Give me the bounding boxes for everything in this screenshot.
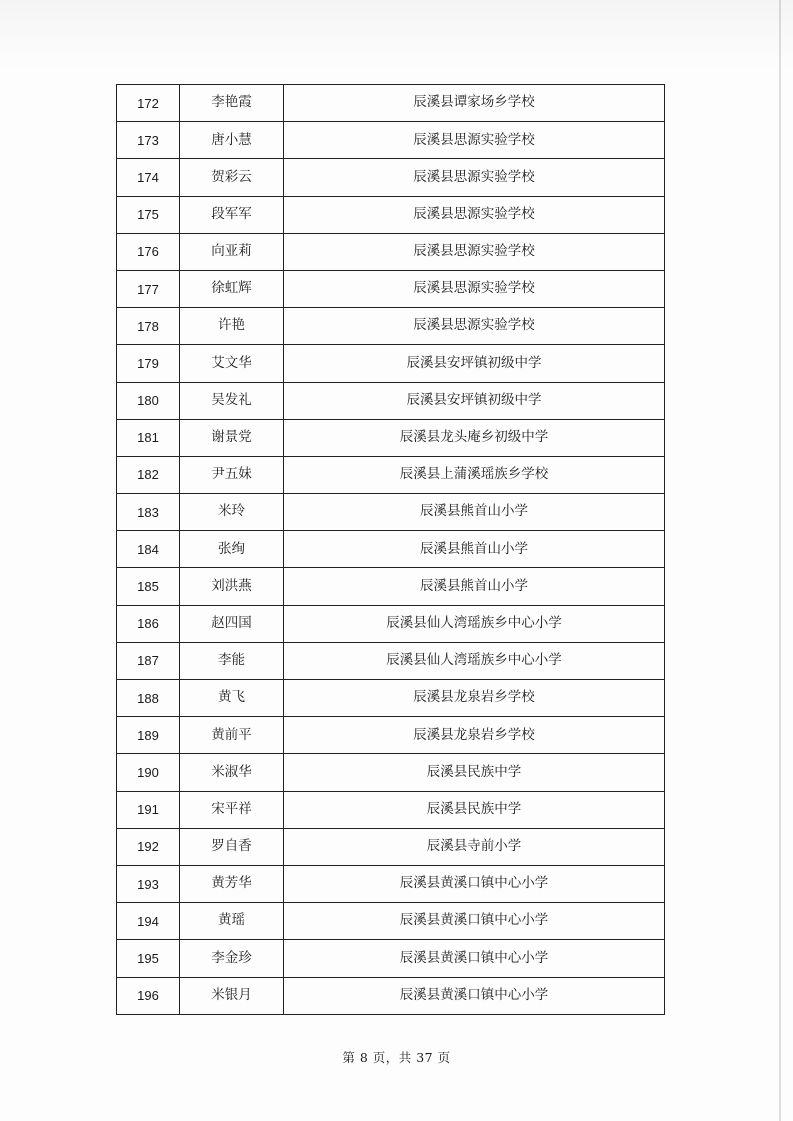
school-name-cell: 辰溪县熊首山小学 — [284, 531, 665, 568]
table-row — [117, 494, 665, 531]
school-name-cell: 辰溪县仙人湾瑶族乡中心小学 — [284, 642, 665, 679]
row-number-cell: 172 — [117, 85, 180, 122]
table-row — [117, 456, 665, 493]
school-name-cell: 辰溪县龙泉岩乡学校 — [284, 680, 665, 717]
school-name-cell: 辰溪县寺前小学 — [284, 828, 665, 865]
school-name-cell: 辰溪县思源实验学校 — [284, 122, 665, 159]
person-name-cell: 吴发礼 — [180, 382, 284, 419]
school-name-cell: 辰溪县思源实验学校 — [284, 233, 665, 270]
table-row — [117, 828, 665, 865]
row-number-cell: 177 — [117, 270, 180, 307]
school-name-cell: 辰溪县黄溪口镇中心小学 — [284, 940, 665, 977]
roster-table — [116, 84, 665, 1015]
table-row — [117, 85, 665, 122]
table-row — [117, 270, 665, 307]
row-number-cell: 184 — [117, 531, 180, 568]
school-name-cell: 辰溪县民族中学 — [284, 754, 665, 791]
person-name-cell: 宋平祥 — [180, 791, 284, 828]
roster-table-body — [117, 85, 665, 1015]
school-name-cell: 辰溪县黄溪口镇中心小学 — [284, 865, 665, 902]
table-row — [117, 717, 665, 754]
row-number-cell: 180 — [117, 382, 180, 419]
table-row — [117, 754, 665, 791]
person-name-cell: 徐虹辉 — [180, 270, 284, 307]
row-number-cell: 174 — [117, 159, 180, 196]
school-name-cell: 辰溪县思源实验学校 — [284, 159, 665, 196]
table-row — [117, 940, 665, 977]
person-name-cell: 黄前平 — [180, 717, 284, 754]
person-name-cell: 赵四国 — [180, 605, 284, 642]
table-row — [117, 233, 665, 270]
row-number-cell: 190 — [117, 754, 180, 791]
person-name-cell: 贺彩云 — [180, 159, 284, 196]
scan-shadow — [0, 0, 793, 70]
person-name-cell: 黄飞 — [180, 680, 284, 717]
row-number-cell: 189 — [117, 717, 180, 754]
row-number-cell: 182 — [117, 456, 180, 493]
row-number-cell: 179 — [117, 345, 180, 382]
table-row — [117, 791, 665, 828]
person-name-cell: 张绚 — [180, 531, 284, 568]
school-name-cell: 辰溪县思源实验学校 — [284, 196, 665, 233]
row-number-cell: 187 — [117, 642, 180, 679]
row-number-cell: 175 — [117, 196, 180, 233]
person-name-cell: 艾文华 — [180, 345, 284, 382]
table-row — [117, 345, 665, 382]
person-name-cell: 段军军 — [180, 196, 284, 233]
person-name-cell: 谢景党 — [180, 419, 284, 456]
person-name-cell: 米银月 — [180, 977, 284, 1014]
table-row — [117, 419, 665, 456]
school-name-cell: 辰溪县熊首山小学 — [284, 568, 665, 605]
school-name-cell: 辰溪县黄溪口镇中心小学 — [284, 977, 665, 1014]
table-row — [117, 159, 665, 196]
scan-edge-line — [779, 0, 781, 1121]
row-number-cell: 196 — [117, 977, 180, 1014]
person-name-cell: 许艳 — [180, 308, 284, 345]
school-name-cell: 辰溪县安坪镇初级中学 — [284, 345, 665, 382]
row-number-cell: 192 — [117, 828, 180, 865]
table-row — [117, 865, 665, 902]
person-name-cell: 刘洪燕 — [180, 568, 284, 605]
row-number-cell: 185 — [117, 568, 180, 605]
row-number-cell: 181 — [117, 419, 180, 456]
row-number-cell: 178 — [117, 308, 180, 345]
table-row — [117, 122, 665, 159]
school-name-cell: 辰溪县安坪镇初级中学 — [284, 382, 665, 419]
row-number-cell: 191 — [117, 791, 180, 828]
person-name-cell: 尹五妹 — [180, 456, 284, 493]
table-row — [117, 605, 665, 642]
person-name-cell: 黄芳华 — [180, 865, 284, 902]
row-number-cell: 193 — [117, 865, 180, 902]
person-name-cell: 向亚莉 — [180, 233, 284, 270]
page-footer: 第 8 页，共 37 页 — [342, 1050, 451, 1065]
person-name-cell: 唐小慧 — [180, 122, 284, 159]
table-row — [117, 531, 665, 568]
person-name-cell: 米淑华 — [180, 754, 284, 791]
person-name-cell: 罗自香 — [180, 828, 284, 865]
row-number-cell: 186 — [117, 605, 180, 642]
person-name-cell: 黄瑶 — [180, 903, 284, 940]
school-name-cell: 辰溪县民族中学 — [284, 791, 665, 828]
school-name-cell: 辰溪县仙人湾瑶族乡中心小学 — [284, 605, 665, 642]
school-name-cell: 辰溪县龙泉岩乡学校 — [284, 717, 665, 754]
school-name-cell: 辰溪县黄溪口镇中心小学 — [284, 903, 665, 940]
table-row — [117, 568, 665, 605]
school-name-cell: 辰溪县熊首山小学 — [284, 494, 665, 531]
school-name-cell: 辰溪县思源实验学校 — [284, 308, 665, 345]
table-row — [117, 382, 665, 419]
table-row — [117, 680, 665, 717]
person-name-cell: 米玲 — [180, 494, 284, 531]
table-row — [117, 308, 665, 345]
school-name-cell: 辰溪县谭家场乡学校 — [284, 85, 665, 122]
row-number-cell: 195 — [117, 940, 180, 977]
row-number-cell: 183 — [117, 494, 180, 531]
row-number-cell: 188 — [117, 680, 180, 717]
school-name-cell: 辰溪县思源实验学校 — [284, 270, 665, 307]
school-name-cell: 辰溪县上蒲溪瑶族乡学校 — [284, 456, 665, 493]
row-number-cell: 176 — [117, 233, 180, 270]
row-number-cell: 194 — [117, 903, 180, 940]
table-row — [117, 903, 665, 940]
table-row — [117, 642, 665, 679]
person-name-cell: 李金珍 — [180, 940, 284, 977]
person-name-cell: 李能 — [180, 642, 284, 679]
person-name-cell: 李艳霞 — [180, 85, 284, 122]
row-number-cell: 173 — [117, 122, 180, 159]
table-row — [117, 977, 665, 1014]
table-row — [117, 196, 665, 233]
school-name-cell: 辰溪县龙头庵乡初级中学 — [284, 419, 665, 456]
